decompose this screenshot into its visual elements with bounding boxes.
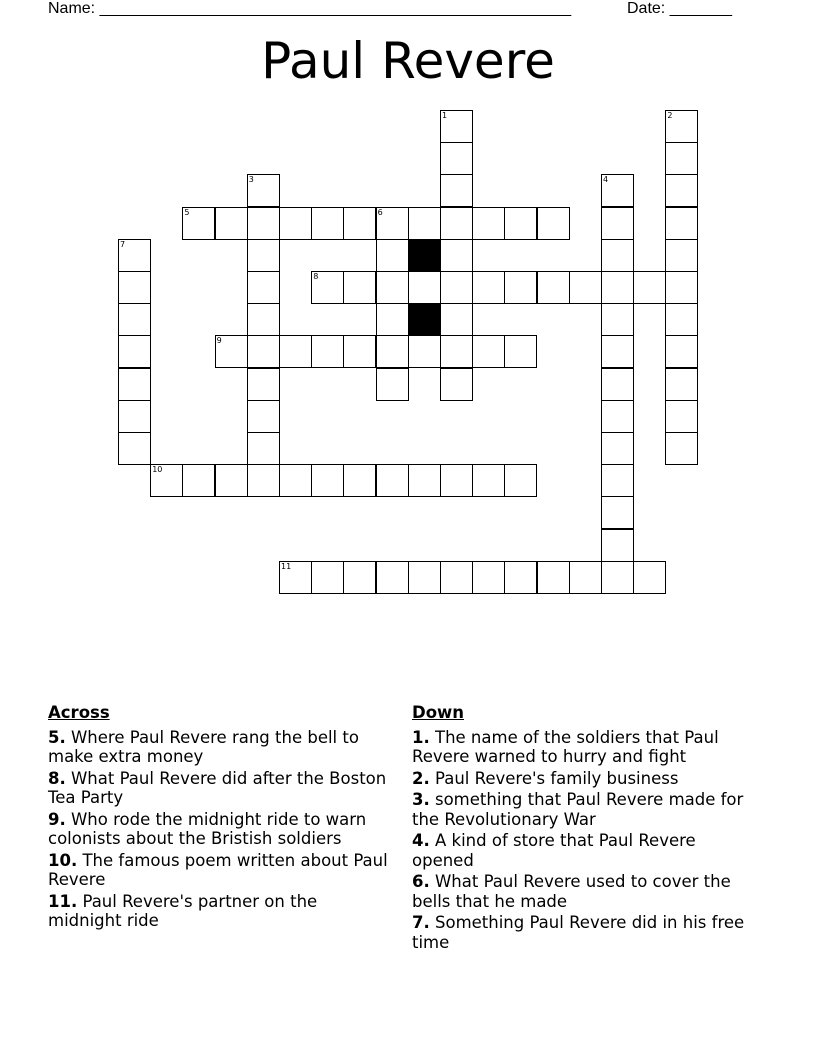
crossword-cell[interactable] <box>247 335 280 368</box>
crossword-cell[interactable] <box>601 561 634 594</box>
clue-text: What Paul Revere did after the Boston Tea Party <box>48 768 387 807</box>
crossword-cell[interactable] <box>440 335 473 368</box>
page-title: Paul Revere <box>261 32 555 90</box>
crossword-cell[interactable] <box>665 335 698 368</box>
clue-text: something that Paul Revere made for the Revolutionary War <box>412 790 744 829</box>
crossword-cell[interactable] <box>408 464 441 497</box>
across-clues <box>48 703 393 933</box>
crossword-cell[interactable] <box>408 207 441 240</box>
crossword-cell[interactable] <box>601 496 634 529</box>
cell-number: 4 <box>603 175 609 185</box>
crossword-cell[interactable] <box>601 400 634 433</box>
crossword-cell[interactable] <box>601 335 634 368</box>
clue-text: Who rode the midnight ride to warn colonists about the Bristish soldiers <box>48 809 367 848</box>
crossword-cell[interactable] <box>569 271 602 304</box>
crossword-cell[interactable] <box>311 464 344 497</box>
crossword-cell[interactable] <box>247 271 280 304</box>
crossword-cell[interactable] <box>665 142 698 175</box>
across-heading: Across <box>48 703 110 722</box>
crossword-cell[interactable] <box>504 207 537 240</box>
cell-number: 11 <box>281 561 292 571</box>
crossword-cell[interactable] <box>665 432 698 465</box>
crossword-cell[interactable] <box>247 303 280 336</box>
across-clue <box>48 728 393 767</box>
crossword-cell[interactable] <box>504 464 537 497</box>
down-clue <box>412 872 757 911</box>
crossword-cell[interactable] <box>343 335 376 368</box>
crossword-cell[interactable] <box>279 464 312 497</box>
crossword-cell[interactable] <box>118 368 151 401</box>
crossword-cell[interactable] <box>311 561 344 594</box>
across-clue <box>48 769 393 808</box>
crossword-cell[interactable] <box>504 271 537 304</box>
crossword-cell[interactable] <box>665 271 698 304</box>
crossword-cell[interactable] <box>537 271 570 304</box>
crossword-cell[interactable] <box>472 271 505 304</box>
clue-text: The famous poem written about Paul Revere <box>48 850 388 889</box>
clue-text: Something Paul Revere did in his free time <box>412 913 745 952</box>
crossword-cell[interactable] <box>215 464 248 497</box>
crossword-cell[interactable] <box>376 335 409 368</box>
clue-number: 4. <box>412 831 430 850</box>
crossword-cell[interactable] <box>601 207 634 240</box>
clue-number: 6. <box>412 872 430 891</box>
clue-text: A kind of store that Paul Revere opened <box>412 831 696 870</box>
cell-number: 9 <box>216 336 222 346</box>
clue-number: 9. <box>48 809 66 829</box>
down-clue <box>412 831 757 870</box>
crossword-cell[interactable] <box>665 174 698 207</box>
across-clue <box>48 892 393 931</box>
cell-number: 8 <box>313 272 319 281</box>
clue-text: Where Paul Revere rang the bell to make extra money <box>48 727 359 766</box>
crossword-cell[interactable] <box>376 303 409 336</box>
crossword-cell[interactable] <box>440 207 473 240</box>
crossword-cell[interactable] <box>182 207 215 240</box>
black-square <box>408 303 441 336</box>
down-clue <box>412 728 757 767</box>
crossword-cell[interactable] <box>376 464 409 497</box>
crossword-cell[interactable] <box>376 561 409 594</box>
down-heading: Down <box>412 703 465 722</box>
crossword-cell[interactable] <box>215 335 248 368</box>
crossword-cell[interactable] <box>118 303 151 336</box>
crossword-cell[interactable] <box>601 432 634 465</box>
crossword-cell[interactable] <box>118 271 151 304</box>
cell-number: 2 <box>667 111 673 120</box>
crossword-cell[interactable] <box>601 368 634 401</box>
crossword-cell[interactable] <box>440 368 473 401</box>
clue-number: 5. <box>48 727 66 747</box>
crossword-cell[interactable] <box>665 207 698 240</box>
crossword-cell[interactable] <box>537 561 570 594</box>
crossword-cell[interactable] <box>247 239 280 272</box>
crossword-cell[interactable] <box>247 432 280 465</box>
crossword-cell[interactable] <box>601 271 634 304</box>
crossword-cell[interactable] <box>472 464 505 497</box>
crossword-cell[interactable] <box>408 561 441 594</box>
down-clue <box>412 769 757 789</box>
black-square <box>408 239 441 272</box>
crossword-cell[interactable] <box>408 271 441 304</box>
crossword-cell[interactable] <box>150 464 183 497</box>
crossword-cell[interactable] <box>472 561 505 594</box>
crossword-cell[interactable] <box>279 561 312 594</box>
crossword-cell[interactable] <box>247 368 280 401</box>
crossword-cell[interactable] <box>440 110 473 143</box>
crossword-cell[interactable] <box>665 368 698 401</box>
crossword-cell[interactable] <box>440 271 473 304</box>
crossword-cell[interactable] <box>215 207 248 240</box>
clue-number: 7. <box>412 913 430 932</box>
crossword-cell[interactable] <box>665 400 698 433</box>
crossword-cell[interactable] <box>376 271 409 304</box>
crossword-cell[interactable] <box>472 207 505 240</box>
clue-number: 11. <box>48 891 78 911</box>
crossword-cell[interactable] <box>343 561 376 594</box>
cell-number: 6 <box>377 207 383 217</box>
crossword-cell[interactable] <box>665 239 698 272</box>
crossword-cell[interactable] <box>279 207 312 240</box>
crossword-cell[interactable] <box>601 239 634 272</box>
cell-number: 3 <box>248 175 254 185</box>
crossword-cell[interactable] <box>118 335 151 368</box>
crossword-cell[interactable] <box>601 303 634 336</box>
name-field-label: Name: _____________________________________________________ <box>48 0 572 17</box>
crossword-cell[interactable] <box>440 303 473 336</box>
clue-number: 8. <box>48 768 66 788</box>
crossword-cell[interactable] <box>279 335 312 368</box>
crossword-cell[interactable] <box>472 335 505 368</box>
crossword-cell[interactable] <box>440 142 473 175</box>
cell-number: 10 <box>152 465 163 475</box>
crossword-cell[interactable] <box>601 464 634 497</box>
date-field-label: Date: _______ <box>627 0 732 17</box>
cell-number: 1 <box>442 111 448 120</box>
crossword-cell[interactable] <box>440 239 473 272</box>
crossword-cell[interactable] <box>343 464 376 497</box>
crossword-cell[interactable] <box>118 400 151 433</box>
crossword-cell[interactable] <box>440 464 473 497</box>
crossword-cell[interactable] <box>247 464 280 497</box>
crossword-cell[interactable] <box>247 400 280 433</box>
down-clues <box>412 703 757 954</box>
crossword-cell[interactable] <box>504 561 537 594</box>
crossword-cell[interactable] <box>665 303 698 336</box>
crossword-cell[interactable] <box>633 561 666 594</box>
across-clue <box>48 810 393 849</box>
crossword-cell[interactable] <box>376 368 409 401</box>
clue-number: 2. <box>412 768 430 788</box>
crossword-cell[interactable] <box>440 561 473 594</box>
crossword-cell[interactable] <box>569 561 602 594</box>
clue-number: 3. <box>412 790 430 809</box>
clue-number: 1. <box>412 727 430 747</box>
crossword-cell[interactable] <box>408 335 441 368</box>
crossword-cell[interactable] <box>601 174 634 207</box>
across-clue <box>48 851 393 890</box>
down-clue <box>412 913 757 952</box>
crossword-cell[interactable] <box>601 529 634 562</box>
crossword-cell[interactable] <box>343 207 376 240</box>
crossword-cell[interactable] <box>343 271 376 304</box>
crossword-cell[interactable] <box>440 174 473 207</box>
crossword-cell[interactable] <box>182 464 215 497</box>
cell-number: 7 <box>120 239 126 249</box>
down-clue <box>412 790 757 829</box>
clue-text: Paul Revere's partner on the midnight ride <box>48 891 318 930</box>
crossword-cell[interactable] <box>247 207 280 240</box>
crossword-cell[interactable] <box>311 335 344 368</box>
crossword-cell[interactable] <box>118 239 151 272</box>
crossword-cell[interactable] <box>311 207 344 240</box>
crossword-cell[interactable] <box>311 271 344 304</box>
crossword-cell[interactable] <box>376 239 409 272</box>
crossword-cell[interactable] <box>633 271 666 304</box>
clue-text: Paul Revere's family business <box>429 768 679 788</box>
clue-number: 10. <box>48 850 78 870</box>
crossword-cell[interactable] <box>665 110 698 143</box>
clue-text: What Paul Revere used to cover the bells that he made <box>412 872 731 911</box>
crossword-cell[interactable] <box>504 335 537 368</box>
crossword-cell[interactable] <box>537 207 570 240</box>
crossword-cell[interactable] <box>247 174 280 207</box>
crossword-cell[interactable] <box>376 207 409 240</box>
clue-text: The name of the soldiers that Paul Revere warned to hurry and fight <box>412 727 719 766</box>
crossword-cell[interactable] <box>118 432 151 465</box>
cell-number: 5 <box>184 207 190 217</box>
